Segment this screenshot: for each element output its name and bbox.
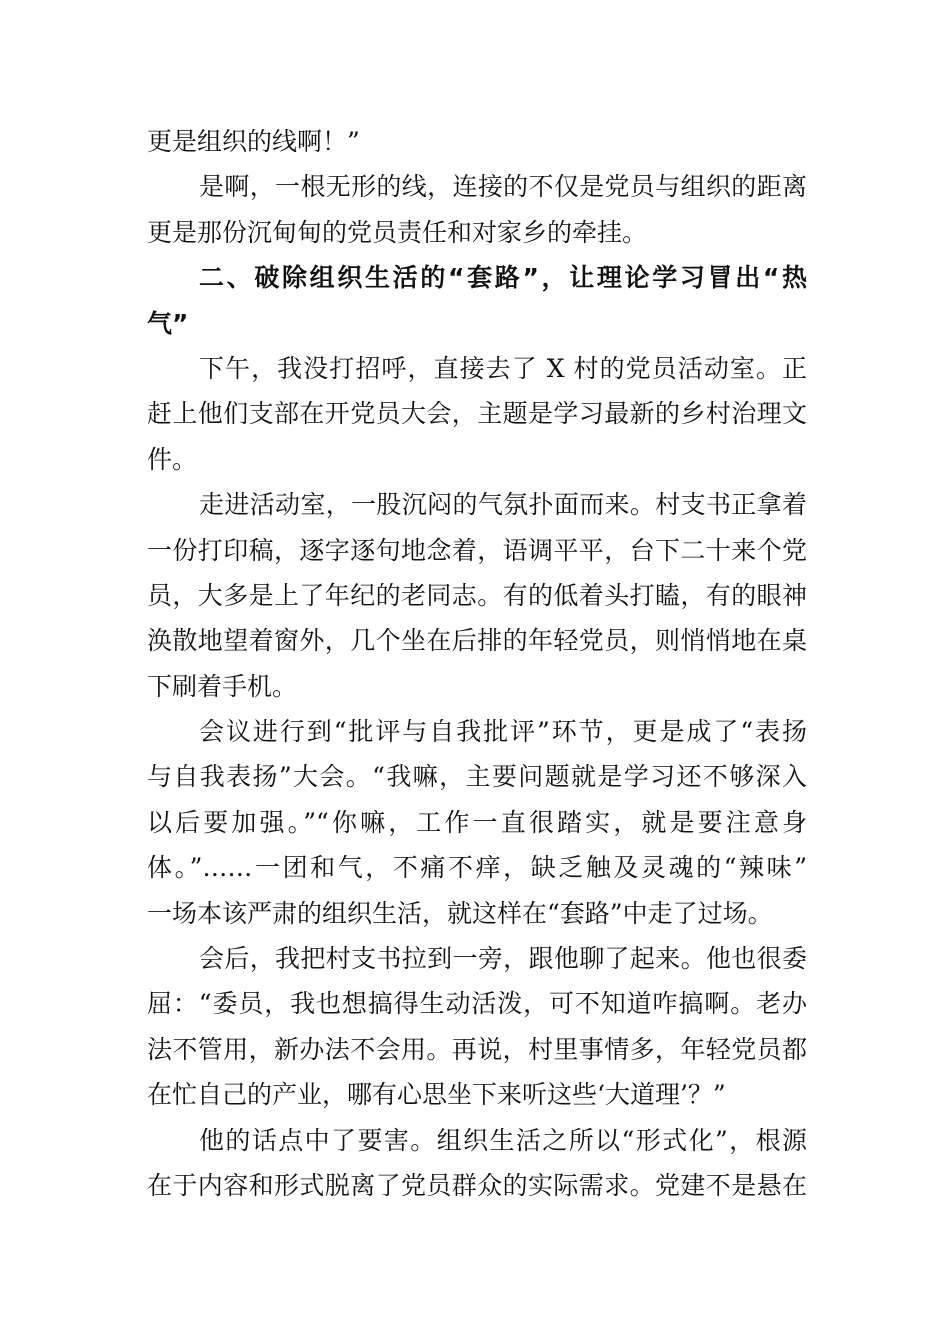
text-line: 一场本该严肃的组织生活，就这样在“套路”中走了过场。: [147, 898, 773, 928]
text-line: 会后，我把村支书拉到一旁，跟他聊了起来。他也很委: [199, 944, 807, 974]
text-line: 与自我表扬”大会。“我嘛，主要问题就是学习还不够深入: [147, 762, 807, 792]
section-heading: [147, 255, 807, 346]
document-page: [147, 119, 807, 1208]
text-line: 他的话点中了要害。组织生活之所以“形式化”，根源: [199, 1125, 807, 1155]
text-line: 更是那份沉甸甸的党员责任和对家乡的牵挂。: [147, 217, 648, 247]
text-line: 气”: [147, 308, 189, 338]
paragraph: [147, 119, 807, 164]
text-line: 以后要加强。”“你嘛，工作一直很踏实，就是要注意身: [147, 807, 807, 837]
text-line: 下刷着手机。: [147, 671, 298, 701]
paragraph: [147, 1118, 807, 1209]
text-line: 员，大多是上了年纪的老同志。有的低着头打瞌，有的眼神: [147, 580, 807, 610]
text-line: 会议进行到“批评与自我批评”环节，更是成了“表扬: [199, 717, 807, 747]
text-line: 涣散地望着窗外，几个坐在后排的年轻党员，则悄悄地在桌: [147, 626, 807, 656]
text-line: 走进活动室，一股沉闷的气氛扑面而来。村支书正拿着: [199, 490, 807, 520]
text-line: 一份打印稿，逐字逐句地念着，语调平平，台下二十来个党: [147, 535, 807, 565]
text-line: 下午，我没打招呼，直接去了 X 村的党员活动室。正: [199, 353, 807, 383]
paragraph: [147, 936, 807, 1118]
text-line: 赶上他们支部在开党员大会，主题是学习最新的乡村治理文: [147, 399, 807, 429]
paragraph: [147, 709, 807, 936]
text-line: 屈：“委员，我也想搞得生动活泼，可不知道咋搞啊。老办: [147, 989, 807, 1019]
text-line: 更是组织的线啊！”: [147, 127, 360, 156]
text-line: 件。: [147, 444, 198, 474]
text-line: 在忙自己的产业，哪有心思坐下来听这些‘大道理’？”: [147, 1080, 726, 1110]
paragraph: [147, 482, 807, 709]
text-line: 二、破除组织生活的“套路”，让理论学习冒出“热: [199, 263, 807, 293]
text-line: 是啊，一根无形的线，连接的不仅是党员与组织的距离: [199, 172, 807, 202]
paragraph: [147, 164, 807, 255]
paragraph: [147, 346, 807, 482]
text-line: 法不管用，新办法不会用。再说，村里事情多，年轻党员都: [147, 1034, 807, 1064]
text-line: 体。”……一团和气，不痛不痒，缺乏触及灵魂的“辣味”: [147, 853, 807, 883]
text-line: 在于内容和形式脱离了党员群众的实际需求。党建不是悬在: [147, 1170, 807, 1200]
